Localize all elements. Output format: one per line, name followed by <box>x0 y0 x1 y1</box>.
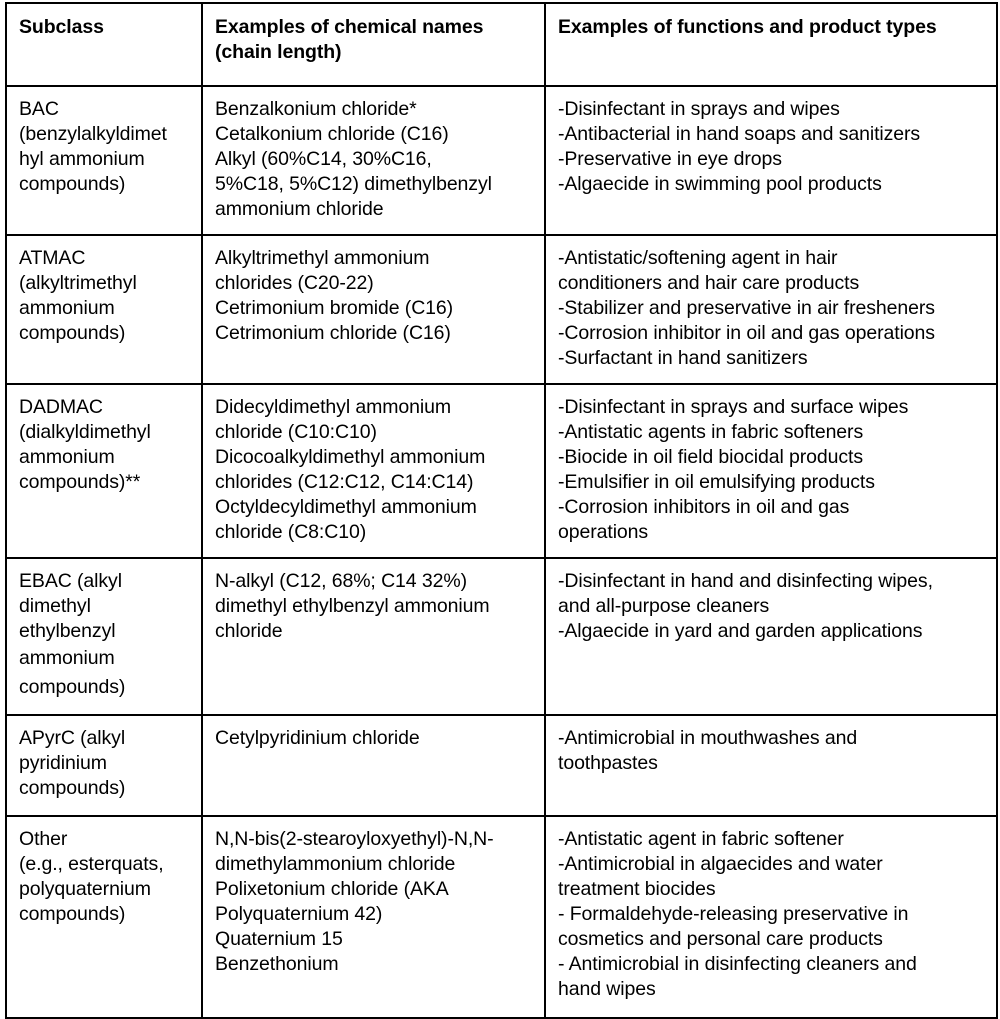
text-line: chloride (C8:C10) <box>215 521 367 543</box>
text-line: ammonium chloride <box>215 198 384 220</box>
chemical-names-text <box>215 97 536 222</box>
text-line: -Antimicrobial in algaecides and water <box>558 853 883 875</box>
text-line: Quaternium 15 <box>215 928 343 950</box>
cell-chemical-names <box>202 384 545 558</box>
table-row <box>6 715 997 816</box>
cell-chemical-names <box>202 816 545 1018</box>
chemical-names-text <box>215 726 536 751</box>
text-line: -Disinfectant in hand and disinfecting wipes, <box>558 570 933 592</box>
text-line: -Algaecide in swimming pool products <box>558 173 882 195</box>
text-line: Polixetonium chloride (AKA <box>215 878 449 900</box>
cell-subclass <box>6 86 202 235</box>
cell-subclass <box>6 558 202 715</box>
text-line: dimethylammonium chloride <box>215 853 456 875</box>
text-line: Didecyldimethyl ammonium <box>215 396 452 418</box>
cell-chemical-names <box>202 235 545 384</box>
functions-text <box>558 726 988 776</box>
text-line: ammonium <box>19 647 115 669</box>
text-line: Cetrimonium chloride (C16) <box>215 322 451 344</box>
text-line: ammonium <box>19 446 115 468</box>
text-line: hyl ammonium <box>19 148 145 170</box>
cell-functions <box>545 86 997 235</box>
text-line: chloride <box>215 620 283 642</box>
text-line: (e.g., esterquats, <box>19 853 164 875</box>
text-line: - Antimicrobial in disinfecting cleaners and <box>558 953 917 975</box>
text-line: pyridinium <box>19 752 107 774</box>
cell-functions <box>545 558 997 715</box>
table-row <box>6 558 997 715</box>
functions-text <box>558 395 988 545</box>
cell-functions <box>545 235 997 384</box>
text-line: compounds) <box>19 173 126 195</box>
column-header-chemical-names-text: Examples of chemical names (chain length) <box>215 16 484 63</box>
text-line: -Algaecide in yard and garden applications <box>558 620 923 642</box>
text-line: - Formaldehyde-releasing preservative in <box>558 903 909 925</box>
subclass-text <box>19 246 193 346</box>
text-line: dimethyl <box>19 595 91 617</box>
text-line: EBAC (alkyl <box>19 570 122 592</box>
text-line: ammonium <box>19 297 115 319</box>
text-line: -Antimicrobial in mouthwashes and <box>558 727 858 749</box>
text-line: -Antistatic agents in fabric softeners <box>558 421 864 443</box>
column-header-subclass <box>6 3 202 86</box>
text-line: Cetylpyridinium chloride <box>215 727 420 749</box>
text-line: (dialkyldimethyl <box>19 421 151 443</box>
cell-chemical-names <box>202 558 545 715</box>
column-header-functions <box>545 3 997 86</box>
text-line: compounds)** <box>19 471 141 493</box>
subclass-text <box>19 97 193 197</box>
subclass-text <box>19 395 193 495</box>
table-row <box>6 816 997 1018</box>
cell-functions <box>545 384 997 558</box>
text-line: -Corrosion inhibitor in oil and gas operations <box>558 322 935 344</box>
text-line: APyrC (alkyl <box>19 727 126 749</box>
text-line: -Surfactant in hand sanitizers <box>558 347 808 369</box>
text-line: ATMAC <box>19 247 86 269</box>
subclass-text <box>19 569 193 702</box>
text-line: conditioners and hair care products <box>558 272 860 294</box>
text-line: Cetrimonium bromide (C16) <box>215 297 454 319</box>
text-line: -Stabilizer and preservative in air fresheners <box>558 297 935 319</box>
text-line: DADMAC <box>19 396 103 418</box>
cell-subclass <box>6 384 202 558</box>
functions-text <box>558 569 988 644</box>
text-line: N-alkyl (C12, 68%; C14 32%) <box>215 570 467 592</box>
text-line: dimethyl ethylbenzyl ammonium <box>215 595 490 617</box>
table-row <box>6 86 997 235</box>
text-line: polyquaternium <box>19 878 151 900</box>
text-line: -Biocide in oil field biocidal products <box>558 446 864 468</box>
text-line: compounds) <box>19 322 126 344</box>
table-header-row <box>6 3 997 86</box>
text-line: Alkyl (60%C14, 30%C16, <box>215 148 432 170</box>
text-line: -Antistatic/softening agent in hair <box>558 247 838 269</box>
cell-chemical-names <box>202 86 545 235</box>
cell-functions <box>545 816 997 1018</box>
text-line: -Emulsifier in oil emulsifying products <box>558 471 875 493</box>
chemical-names-text <box>215 827 536 977</box>
text-line: -Preservative in eye drops <box>558 148 782 170</box>
text-line: -Disinfectant in sprays and wipes <box>558 98 840 120</box>
column-header-functions-text: Examples of functions and product types <box>558 16 937 38</box>
text-line: Cetalkonium chloride (C16) <box>215 123 449 145</box>
subclass-text <box>19 827 193 927</box>
text-line: Octyldecyldimethyl ammonium <box>215 496 477 518</box>
text-line: -Disinfectant in sprays and surface wipes <box>558 396 909 418</box>
text-line: Dicocoalkyldimethyl ammonium <box>215 446 486 468</box>
text-line: BAC <box>19 98 59 120</box>
text-line: compounds) <box>19 676 126 698</box>
text-line: chlorides (C20-22) <box>215 272 374 294</box>
quaternary-ammonium-compounds-table <box>5 2 998 1019</box>
text-line: -Antibacterial in hand soaps and sanitizers <box>558 123 921 145</box>
text-line: -Corrosion inhibitors in oil and gas <box>558 496 850 518</box>
subclass-text <box>19 726 193 801</box>
column-header-chemical-names <box>202 3 545 86</box>
text-line: (benzylalkyldimet <box>19 123 167 145</box>
text-line: operations <box>558 521 649 543</box>
text-line: 5%C18, 5%C12) dimethylbenzyl <box>215 173 492 195</box>
table-row <box>6 235 997 384</box>
cell-functions <box>545 715 997 816</box>
table-header <box>6 3 997 86</box>
text-line: compounds) <box>19 903 126 925</box>
table-body <box>6 86 997 1018</box>
text-line: ethylbenzyl <box>19 620 116 642</box>
text-line: chloride (C10:C10) <box>215 421 377 443</box>
text-line: (alkyltrimethyl <box>19 272 137 294</box>
text-line: -Antistatic agent in fabric softener <box>558 828 844 850</box>
text-line: N,N-bis(2-stearoyloxyethyl)-N,N- <box>215 828 494 850</box>
functions-text <box>558 827 988 1002</box>
table-row <box>6 384 997 558</box>
cell-subclass <box>6 235 202 384</box>
text-line: cosmetics and personal care products <box>558 928 883 950</box>
functions-text <box>558 97 988 197</box>
cell-subclass <box>6 715 202 816</box>
text-line: hand wipes <box>558 978 656 1000</box>
cell-subclass <box>6 816 202 1018</box>
column-header-subclass-text: Subclass <box>19 16 104 38</box>
chemical-names-text <box>215 569 536 644</box>
text-line: Other <box>19 828 68 850</box>
text-line: chlorides (C12:C12, C14:C14) <box>215 471 474 493</box>
text-line: treatment biocides <box>558 878 716 900</box>
text-line: Benzalkonium chloride* <box>215 98 417 120</box>
text-line: and all-purpose cleaners <box>558 595 770 617</box>
functions-text <box>558 246 988 371</box>
cell-chemical-names <box>202 715 545 816</box>
text-line: Alkyltrimethyl ammonium <box>215 247 430 269</box>
text-line: compounds) <box>19 777 126 799</box>
chemical-names-text <box>215 246 536 346</box>
text-line: Benzethonium <box>215 953 339 975</box>
text-line: Polyquaternium 42) <box>215 903 383 925</box>
text-line: toothpastes <box>558 752 658 774</box>
chemical-names-text <box>215 395 536 545</box>
